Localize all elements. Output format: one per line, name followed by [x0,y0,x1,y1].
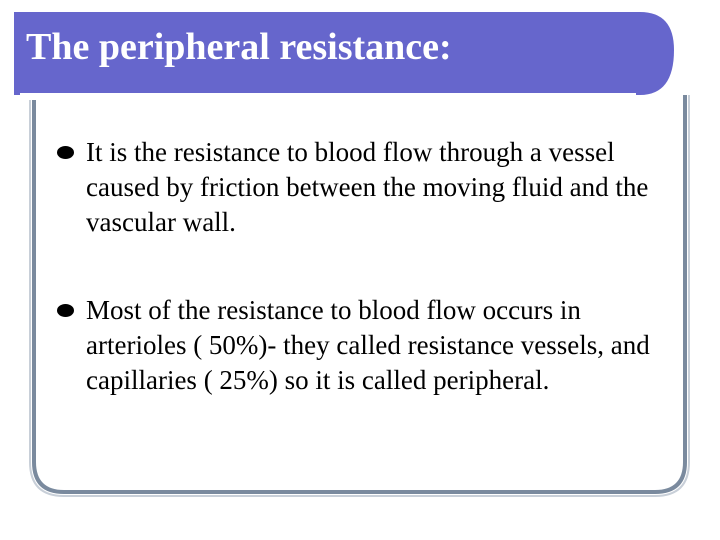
bullet-dot-icon [57,304,74,317]
bullet-item [56,135,676,240]
bullet-text: It is the resistance to blood flow through a vessel caused by friction between the moving fluid and the vascular wall. [86,137,649,237]
bullet-dot-icon [57,146,74,159]
slide-title: The peripheral resistance: [26,26,452,68]
bullet-item [56,293,676,398]
bullet-list [56,135,676,398]
bullet-text: Most of the resistance to blood flow occurs in arterioles ( 50%)- they called resistance vessels, and capillaries ( 25%) so it is called peripheral. [86,295,650,395]
